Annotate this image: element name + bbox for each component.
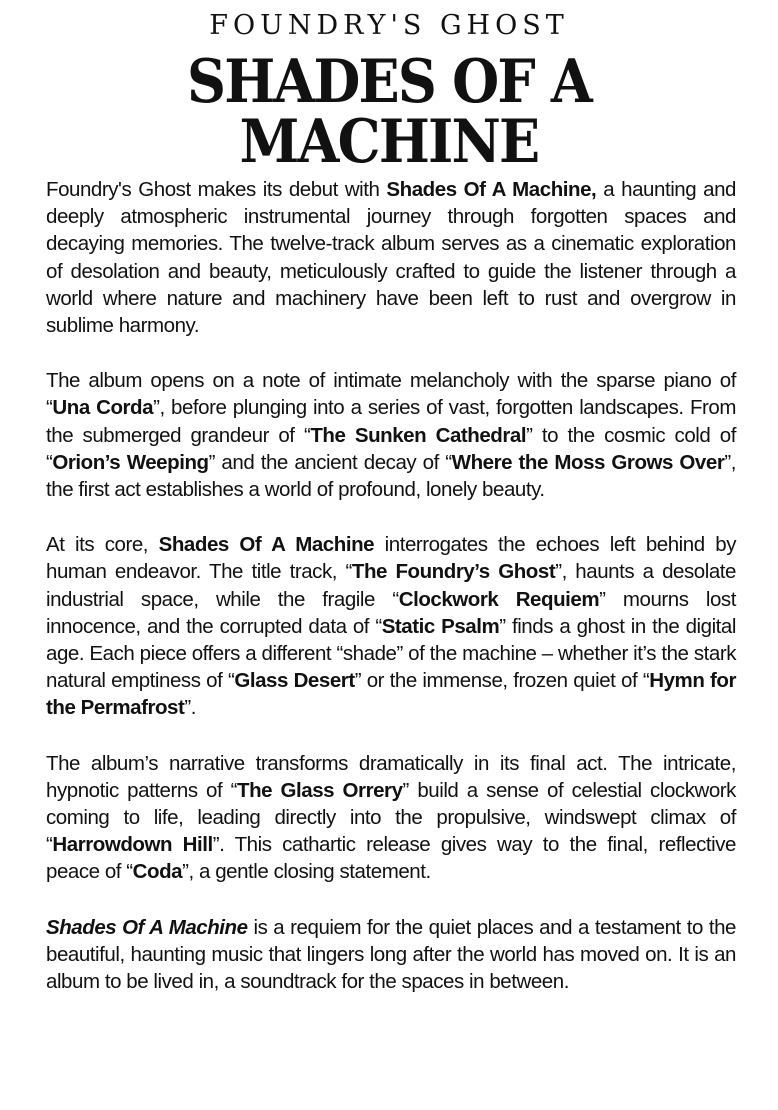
track-title: Glass Desert <box>234 669 355 693</box>
track-title: The Glass Orrery <box>237 778 403 802</box>
body-text: ”. This cathartic release gives way to the final, reflective peace of “ <box>46 833 737 884</box>
header <box>0 0 778 177</box>
body-text: At its core, <box>46 533 159 557</box>
body-text: ”, a gentle closing statement. <box>182 860 431 884</box>
body-text: The album’s narrative transforms dramatically in its final act. The intricate, hypnotic patterns of “ <box>46 751 736 802</box>
body-text: ” to the cosmic cold of “ <box>46 423 736 474</box>
press-release-body <box>46 176 736 995</box>
body-text: ”. <box>184 696 197 720</box>
body-text: ” build a sense of celestial clockwork coming to life, leading directly into the propulsive, windswept climax of “ <box>46 778 736 857</box>
body-text: ” or the immense, frozen quiet of “ <box>354 669 650 693</box>
body-text: ”, haunts a desolate industrial space, while the fragile “ <box>46 560 736 611</box>
body-text: interrogates the echoes left behind by human endeavor. The title track, “ <box>46 533 736 584</box>
body-text: ”, the first act establishes a world of profound, lonely beauty. <box>46 450 736 502</box>
track-title: Where the Moss Grows Over <box>451 450 725 474</box>
body-text: The album opens on a note of intimate melancholy with the sparse piano of “ <box>46 369 736 420</box>
body-text: ”, before plunging into a series of vast, forgotten landscapes. From the submerged grandeur of “ <box>46 396 737 447</box>
track-title: The Foundry’s Ghost <box>351 560 556 584</box>
body-text: ” mourns lost innocence, and the corrupted data of “ <box>46 587 736 638</box>
track-title: Shades Of A Machine <box>158 533 375 557</box>
body-paragraph <box>46 531 736 721</box>
body-text: ” finds a ghost in the digital age. Each piece offers a different “shade” of the machine – whether it’s the stark natural emptiness of “ <box>46 614 736 693</box>
track-title: The Sunken Cathedral <box>310 423 527 447</box>
track-title: Harrowdown Hill <box>52 833 213 857</box>
track-title: Coda <box>132 860 183 884</box>
body-text: a haunting and deeply atmospheric instrumental journey through forgotten spaces and decaying memories. The twelve-track album serves as a cinematic exploration of desolation and beauty, meticulously crafted to guide the listener through a world where nature and machinery have been left to rust and overgrow in sublime harmony. <box>46 178 737 338</box>
album-name-emphasis: Shades Of A Machine <box>46 915 248 939</box>
track-title: Clockwork Requiem <box>398 587 600 611</box>
track-title: Una Corda <box>52 396 154 420</box>
body-paragraph <box>46 176 736 339</box>
album-title: SHADES OF A MACHINE <box>187 47 591 177</box>
track-title: Orion’s Weeping <box>52 450 209 474</box>
track-title: Hymn for the Permafrost <box>46 669 736 720</box>
body-paragraph <box>46 367 736 503</box>
body-text: Foundry's Ghost makes its debut with <box>46 178 387 201</box>
track-title: Static Psalm <box>381 614 500 638</box>
body-text: ” and the ancient decay of “ <box>208 450 452 474</box>
band-name: FOUNDRY'S GHOST <box>209 10 569 41</box>
body-paragraph <box>46 914 736 996</box>
body-text: is a requiem for the quiet places and a testament to the beautiful, haunting music that lingers long after the world has moved on. It is an album to be lived in, a soundtrack for the spaces in between. <box>46 915 736 994</box>
body-paragraph <box>46 750 736 886</box>
track-title: Shades Of A Machine, <box>386 178 597 201</box>
